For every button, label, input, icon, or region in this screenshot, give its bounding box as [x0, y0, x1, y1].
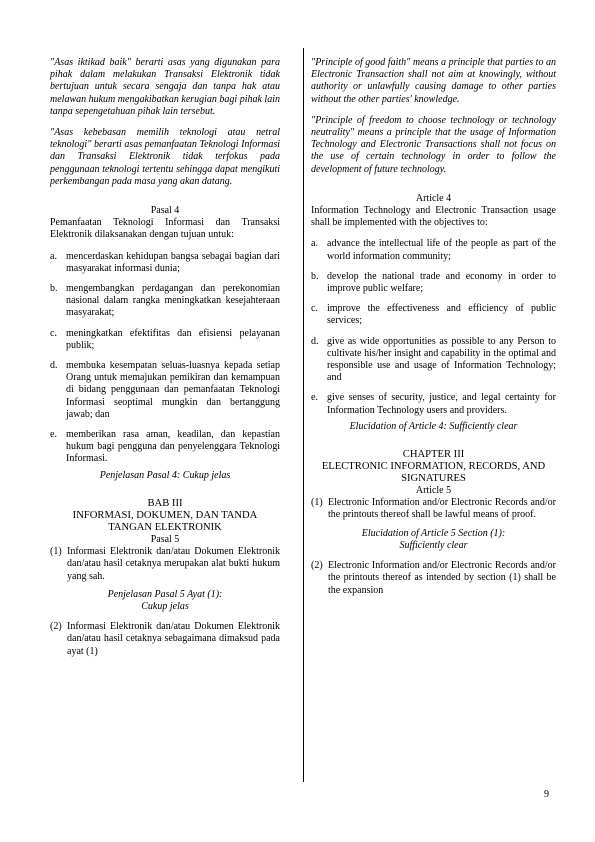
list-item: c. meningkatkan efektifitas dan efisiensi pelayanan publik; [50, 327, 280, 351]
chapter-title: ELECTRONIC INFORMATION, RECORDS, AND SIGNATURES [321, 461, 546, 485]
article-5-elucidation-heading: Elucidation of Article 5 Section (1): [361, 527, 506, 539]
article-4-intro: Pemanfaatan Teknologi Informasi dan Transaksi Elektronik dilaksanakan dengan tujuan untuk: [50, 217, 280, 241]
article-4-elucidation: Elucidation of Article 4: Sufficiently clear [349, 420, 518, 432]
definition-technology-neutrality: "Asas kebebasan memilih teknologi atau netral teknologi" berarti asas pemanfaatan Teknologi Informasi dan Transaksi Elektronik tidak terfokus pada penggunaan teknologi tertentu sehingga dapat mengikuti perkembangan pada masa yang akan datang. [50, 127, 280, 187]
list-item: c. improve the effectiveness and efficiency of public services; [311, 303, 556, 327]
list-item: d. give as wide opportunities as possible to any Person to cultivate his/her insight and capability in the optimal and responsible use and usage of Information Technology; and [311, 335, 556, 384]
definition-good-faith: "Principle of good faith" means a principle that parties to an Electronic Transaction shall not aim at knowingly, without authority or unlawfully causing damage to other parties without the other parties' knowledge. [311, 57, 556, 105]
article-4-list [311, 238, 556, 416]
english-column [311, 57, 556, 597]
article-4-list [50, 251, 280, 466]
article-5-section-1: (1) Informasi Elektronik dan/atau Dokumen Elektronik dan/atau hasil cetaknya merupakan alat bukti hukum yang sah. [50, 546, 280, 582]
article-4-title: Pasal 4 [150, 205, 180, 217]
list-item: b. develop the national trade and economy in order to improve public welfare; [311, 270, 556, 295]
article-4-intro: Information Technology and Electronic Transaction usage shall be implemented with the objectives to: [311, 205, 556, 229]
chapter-number: CHAPTER III [402, 449, 465, 461]
page-number: 9 [544, 789, 549, 800]
indonesian-column [50, 57, 280, 658]
list-item: d. membuka kesempatan seluas-luasnya kepada setiap Orang untuk memajukan pemikiran dan kemampuan di bidang penggunaan dan pemanfaatan Teknologi Informasi seoptimal mungkin dan bertanggung jawab; dan [50, 360, 280, 420]
list-item: e. memberikan rasa aman, keadilan, dan kepastian hukum bagi pengguna dan penyelenggara Teknologi Informasi. [50, 429, 280, 465]
article-5-title: Pasal 5 [150, 533, 180, 545]
article-5-elucidation-text: Sufficiently clear [399, 539, 468, 551]
chapter-title: INFORMASI, DOKUMEN, DAN TANDA TANGAN ELEKTRONIK [72, 509, 258, 533]
article-5-section-2: (2) Informasi Elektronik dan/atau Dokumen Elektronik dan/atau hasil cetaknya sebagaimana dimaksud pada ayat (1) [50, 621, 280, 657]
list-item: a. mencerdaskan kehidupan bangsa sebagai bagian dari masyarakat informasi dunia; [50, 250, 280, 274]
chapter-number: BAB III [147, 497, 183, 509]
list-item: a. advance the intellectual life of the people as part of the world information community; [311, 238, 556, 262]
article-5-section-2: (2) Electronic Information and/or Electronic Records and/or the printouts thereof as intended by section (1) shall be the expansion [311, 560, 556, 596]
list-item: b. mengembangkan perdagangan dan perekonomian nasional dalam rangka meningkatkan kesejahteraan masyarakat; [50, 283, 280, 319]
column-divider [303, 48, 304, 782]
definition-good-faith: "Asas iktikad baik" berarti asas yang digunakan para pihak dalam melakukan Transaksi Elektronik tidak bertujuan untuk secara sengaja dan tanpa hak atau melawan hukum mengakibatkan kerugian bagi pihak lain tanpa sepengetahuan pihak lain tersebut. [50, 57, 280, 117]
list-item: e. give senses of security, justice, and legal certainty for Information Technology users and providers. [311, 392, 556, 416]
definition-technology-neutrality: "Principle of freedom to choose technology or technology neutrality" means a principle that the usage of Information Technology and Electronic Transactions shall not focus on the use of certain technology in order to follow the development of future technology. [311, 114, 556, 175]
article-4-title: Article 4 [415, 192, 452, 204]
article-5-title: Article 5 [415, 485, 452, 497]
article-5-section-1: (1) Electronic Information and/or Electronic Records and/or the printouts thereof shall be lawful means of proof. [311, 497, 556, 521]
article-4-elucidation: Penjelasan Pasal 4: Cukup jelas [99, 469, 231, 481]
article-5-elucidation-heading: Penjelasan Pasal 5 Ayat (1): [107, 588, 223, 600]
article-5-elucidation-text: Cukup jelas [141, 600, 189, 612]
